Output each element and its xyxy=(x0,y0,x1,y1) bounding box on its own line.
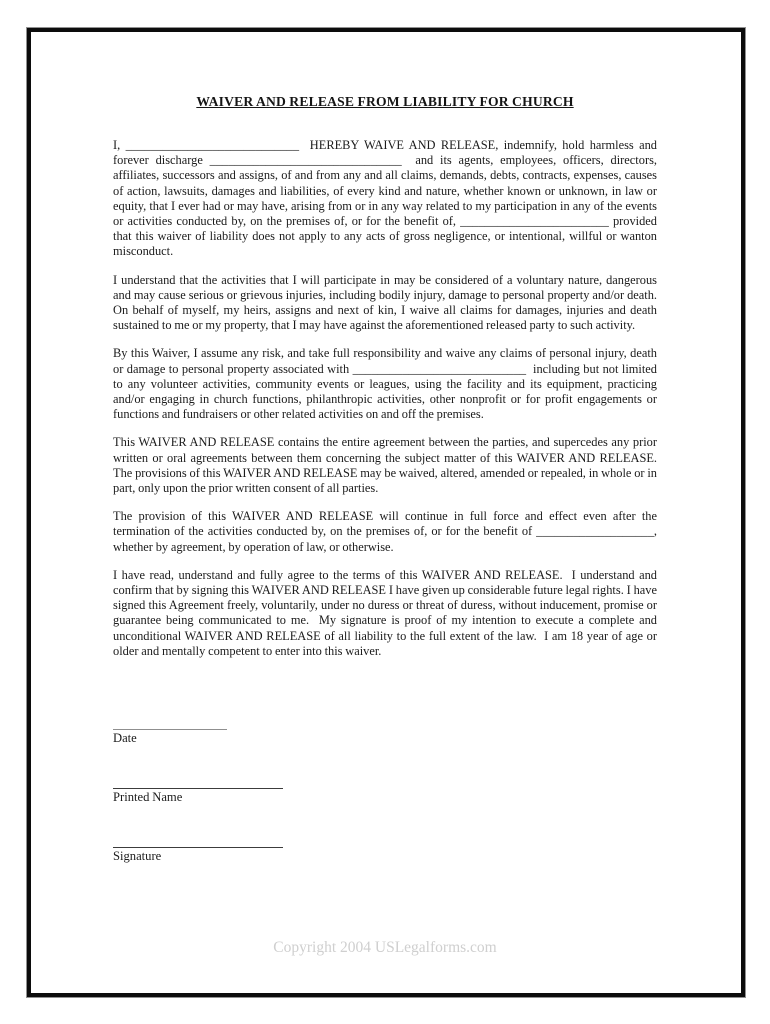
date-field xyxy=(113,729,657,746)
paragraph-waiver-release-grant: I, ____________________________ HEREBY WAIVE AND RELEASE, indemnify, hold harmless and forever discharge _______________________________ and its agents, employees, officers, directors, affiliates, successors and assigns, of and from any and all claims, demands, debts, contracts, expenses, causes of action, lawsuits, damages and liabilities, of every kind and nature, whether known or unknown, in law or equity, that I ever had or may have, arising from or in any way related to my participation in any of the events or activities conducted by, on the premises of, or for the benefit of, ________________________ provided that this waiver of liability does not apply to any acts of gross negligence, or intentional, willful or wanton misconduct. xyxy=(113,138,660,259)
signature-label: Signature xyxy=(113,849,162,864)
signature-field xyxy=(113,847,657,864)
document-title: WAIVER AND RELEASE FROM LIABILITY FOR CHURCH xyxy=(196,94,574,109)
copyright-notice: Copyright 2004 USLegalforms.com xyxy=(273,939,497,956)
paragraph-acknowledgement: I have read, understand and fully agree to the terms of this WAIVER AND RELEASE. I understand and confirm that by signing this WAIVER AND RELEASE I have given up considerable future legal rights. I have signed this Agreement freely, voluntarily, under no duress or threat of duress, without inducement, promise or guarantee being communicated to me. My signature is proof of my intention to execute a complete and unconditional WAIVER AND RELEASE of all liability to the full extent of the law. I am 18 year of age or older and mentally competent to enter into this waiver. xyxy=(113,567,660,658)
printed-name-line xyxy=(113,788,283,789)
printed-name-field xyxy=(113,788,657,805)
printed-name-label: Printed Name xyxy=(113,790,183,805)
paragraph-voluntary-nature: I understand that the activities that I will participate in may be considered of a voluntary nature, dangerous and may cause serious or grievous injuries, including bodily injury, damage to personal property and/or death. On behalf of myself, my heirs, assigns and next of kin, I waive all claims for damages, injuries and death sustained to me or my property, that I may have against the aforementioned released party to such activity. xyxy=(113,272,663,333)
date-line xyxy=(113,729,227,730)
paragraph-entire-agreement: This WAIVER AND RELEASE contains the entire agreement between the parties, and supercedes any prior written or oral agreements between them concerning the subject matter of this WAIVER AND RELEASE. The provisions of this WAIVER AND RELEASE may be waived, altered, amended or repealed, in whole or in part, only upon the prior written consent of all parties. xyxy=(113,435,663,496)
signature-block xyxy=(113,729,657,864)
paragraph-continuation: The provision of this WAIVER AND RELEASE will continue in full force and effect even after the termination of the activities conducted by, on the premises of, or for the benefit of ___________________, whether by agreement, by operation of law, or otherwise. xyxy=(113,509,660,554)
signature-line xyxy=(113,847,283,848)
paragraph-assumption-of-risk: By this Waiver, I assume any risk, and take full responsibility and waive any claims of personal injury, death or damage to personal property associated with ____________________________ including but not limited to any volunteer activities, community events or leagues, using the facility and its equipment, practicing and/or engaging in church functions, philanthropic activities, other nonprofit or for profit engagements or functions and fundraisers or other related activities on and off the premises. xyxy=(113,346,660,422)
date-label: Date xyxy=(113,731,137,746)
document-body xyxy=(113,94,663,864)
